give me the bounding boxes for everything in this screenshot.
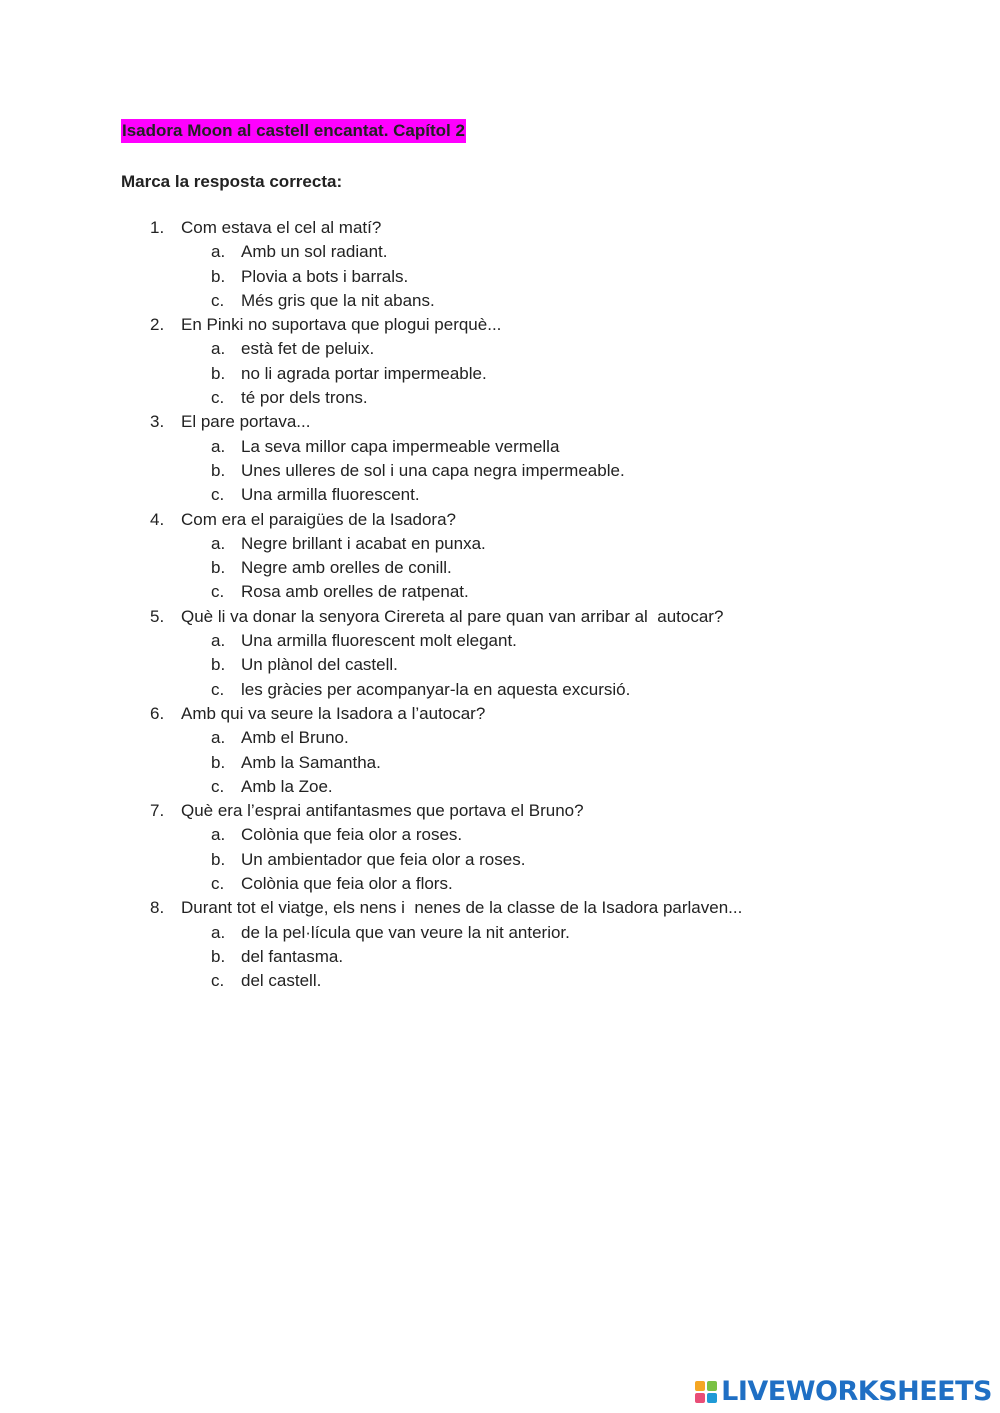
question-number: 7. <box>150 801 165 821</box>
option-text: Plovia a bots i barrals. <box>241 266 409 286</box>
answer-option[interactable] <box>0 532 1000 556</box>
answer-option[interactable] <box>0 921 1000 945</box>
option-letter: c. <box>211 971 225 991</box>
option-letter: b. <box>211 752 226 772</box>
answer-option[interactable] <box>0 435 1000 459</box>
option-letter: a. <box>211 825 226 845</box>
logo-square <box>707 1393 717 1403</box>
option-letter: b. <box>211 946 226 966</box>
answer-option[interactable] <box>0 726 1000 750</box>
option-text: té por dels trons. <box>241 388 368 408</box>
question-number: 3. <box>150 412 165 432</box>
option-text: Unes ulleres de sol i una capa negra impermeable. <box>241 460 625 480</box>
option-letter: a. <box>211 533 226 553</box>
question-text: El pare portava... <box>181 412 311 432</box>
logo-text: LIVEWORKSHEETS <box>721 1376 992 1407</box>
option-letter: a. <box>211 242 226 262</box>
option-text: del castell. <box>241 971 322 991</box>
option-text: les gràcies per acompanyar-la en aquesta excursió. <box>241 679 631 699</box>
answer-option[interactable] <box>0 969 1000 993</box>
question-text: Què li va donar la senyora Cirereta al pare quan van arribar al autocar? <box>181 606 724 626</box>
liveworksheets-logo-icon <box>695 1381 717 1403</box>
answer-option[interactable] <box>0 751 1000 775</box>
logo-square <box>695 1393 705 1403</box>
option-letter: b. <box>211 849 226 869</box>
question-item <box>0 216 1000 240</box>
question-item <box>0 508 1000 532</box>
option-text: Colònia que feia olor a roses. <box>241 825 463 845</box>
question-item <box>0 702 1000 726</box>
option-text: Un plànol del castell. <box>241 655 398 675</box>
question-text: Amb qui va seure la Isadora a l’autocar? <box>181 703 486 723</box>
option-letter: b. <box>211 558 226 578</box>
question-item <box>0 313 1000 337</box>
question-number: 5. <box>150 606 165 626</box>
answer-option[interactable] <box>0 483 1000 507</box>
option-text: Negre brillant i acabat en punxa. <box>241 533 486 553</box>
answer-option[interactable] <box>0 653 1000 677</box>
answer-option[interactable] <box>0 945 1000 969</box>
option-letter: b. <box>211 655 226 675</box>
answer-option[interactable] <box>0 556 1000 580</box>
option-letter: b. <box>211 363 226 383</box>
answer-option[interactable] <box>0 678 1000 702</box>
option-text: Amb la Samantha. <box>241 752 381 772</box>
option-letter: c. <box>211 582 225 602</box>
option-text: Negre amb orelles de conill. <box>241 558 452 578</box>
option-text: La seva millor capa impermeable vermella <box>241 436 560 456</box>
option-text: no li agrada portar impermeable. <box>241 363 487 383</box>
answer-option[interactable] <box>0 459 1000 483</box>
option-text: Més gris que la nit abans. <box>241 290 435 310</box>
logo-square <box>707 1381 717 1391</box>
question-number: 4. <box>150 509 165 529</box>
question-item <box>0 605 1000 629</box>
option-letter: b. <box>211 460 226 480</box>
option-letter: a. <box>211 631 226 651</box>
question-text: Durant tot el viatge, els nens i nenes de la classe de la Isadora parlaven... <box>181 898 743 918</box>
option-letter: c. <box>211 485 225 505</box>
question-number: 2. <box>150 315 165 335</box>
answer-option[interactable] <box>0 629 1000 653</box>
answer-option[interactable] <box>0 289 1000 313</box>
option-letter: a. <box>211 922 226 942</box>
option-text: Amb la Zoe. <box>241 776 333 796</box>
answer-option[interactable] <box>0 386 1000 410</box>
question-text: Què era l’esprai antifantasmes que portava el Bruno? <box>181 801 584 821</box>
question-text: Com era el paraigües de la Isadora? <box>181 509 456 529</box>
option-letter: c. <box>211 388 225 408</box>
answer-option[interactable] <box>0 337 1000 361</box>
option-text: està fet de peluix. <box>241 339 375 359</box>
option-letter: c. <box>211 679 225 699</box>
answer-option[interactable] <box>0 240 1000 264</box>
answer-option[interactable] <box>0 848 1000 872</box>
option-text: de la pel·lícula que van veure la nit anterior. <box>241 922 570 942</box>
answer-option[interactable] <box>0 265 1000 289</box>
answer-option[interactable] <box>0 823 1000 847</box>
answer-option[interactable] <box>0 362 1000 386</box>
option-text: Una armilla fluorescent. <box>241 485 420 505</box>
page-title: Isadora Moon al castell encantat. Capítol 2 <box>121 119 466 143</box>
option-letter: c. <box>211 874 225 894</box>
answer-option[interactable] <box>0 580 1000 604</box>
option-text: del fantasma. <box>241 946 344 966</box>
option-text: Una armilla fluorescent molt elegant. <box>241 631 517 651</box>
option-letter: c. <box>211 290 225 310</box>
option-letter: c. <box>211 776 225 796</box>
option-letter: b. <box>211 266 226 286</box>
liveworksheets-logo <box>695 1376 992 1407</box>
option-letter: a. <box>211 728 226 748</box>
question-item <box>0 896 1000 920</box>
option-text: Rosa amb orelles de ratpenat. <box>241 582 469 602</box>
answer-option[interactable] <box>0 872 1000 896</box>
option-text: Colònia que feia olor a flors. <box>241 874 453 894</box>
question-number: 1. <box>150 218 165 237</box>
answer-option[interactable] <box>0 775 1000 799</box>
question-number: 6. <box>150 703 165 723</box>
question-item <box>0 410 1000 434</box>
question-text: Com estava el cel al matí? <box>181 218 382 237</box>
option-letter: a. <box>211 436 226 456</box>
question-item <box>0 799 1000 823</box>
option-text: Amb un sol radiant. <box>241 242 388 262</box>
question-list <box>0 216 1000 994</box>
instruction-text: Marca la resposta correcta: <box>121 172 343 191</box>
option-letter: a. <box>211 339 226 359</box>
logo-square <box>695 1381 705 1391</box>
option-text: Amb el Bruno. <box>241 728 349 748</box>
question-number: 8. <box>150 898 165 918</box>
option-text: Un ambientador que feia olor a roses. <box>241 849 526 869</box>
question-text: En Pinki no suportava que plogui perquè... <box>181 315 502 335</box>
